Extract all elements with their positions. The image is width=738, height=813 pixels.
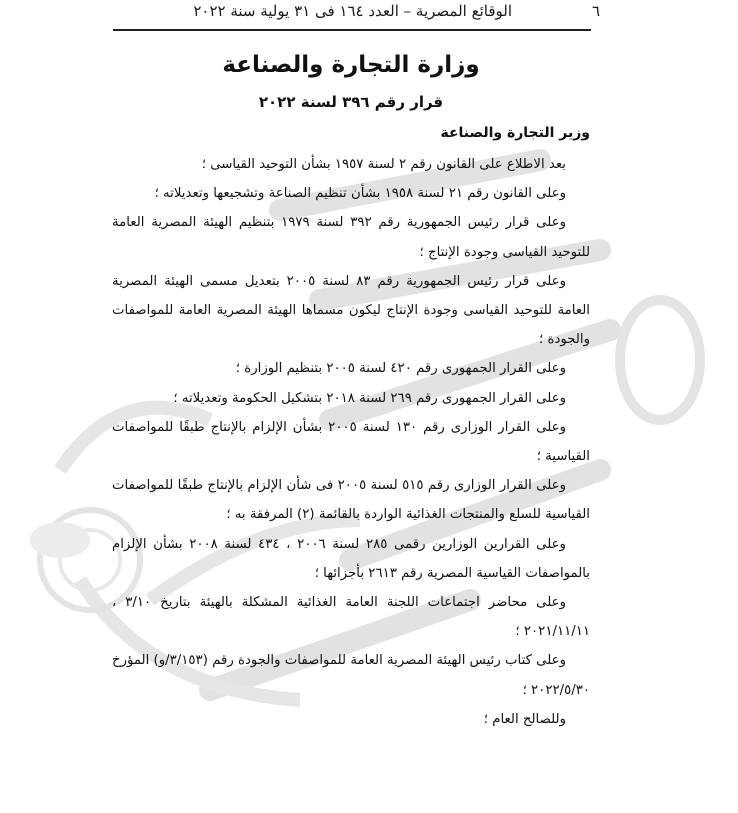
preamble-paragraph: وعلى القرار الوزارى رقم ٥١٥ لسنة ٢٠٠٥ فى شأن الإلزام بالإنتاج طبقًا للمواصفات القياسية للسلع والمنتجات الغذائية الواردة بالقائمة (٢) المرفقة به ؛ bbox=[112, 478, 590, 523]
gazette-issue-title: الوقائع المصرية – العدد ١٦٤ فى ٣١ يولية سنة ٢٠٢٢ bbox=[193, 2, 512, 20]
preamble-paragraph: وعلى القانون رقم ٢١ لسنة ١٩٥٨ بشأن تنظيم الصناعة وتشجيعها وتعديلاته ؛ bbox=[154, 186, 566, 202]
decree-title: قرار رقم ٣٩٦ لسنة ٢٠٢٢ bbox=[258, 93, 444, 111]
preamble-paragraph: وعلى قرار رئيس الجمهورية رقم ٨٣ لسنة ٢٠٠٥ بتعديل مسمى الهيئة المصرية العامة للتوحيد القياسى وجودة الإنتاج ليكون مسماها الهيئة المصرية العامة للمواصفات والجودة ؛ bbox=[112, 273, 590, 348]
preamble-paragraph: بعد الاطلاع على القانون رقم ٢ لسنة ١٩٥٧ بشأن التوحيد القياسى ؛ bbox=[201, 157, 566, 172]
preamble-paragraph: وعلى القرارين الوزارين رقمى ٢٨٥ لسنة ٢٠٠٦ ، ٤٣٤ لسنة ٢٠٠٨ بشأن الإلزام بالمواصفات القياسية المصرية رقم ٢٦١٣ بأجزائها ؛ bbox=[112, 536, 590, 581]
preamble-paragraph: وعلى كتاب رئيس الهيئة المصرية العامة للمواصفات والجودة رقم (٣/١٥٣/و) المؤرخ ٢٠٢٢/٥/٣٠ ؛ bbox=[112, 653, 590, 698]
running-header bbox=[112, 0, 600, 22]
preamble-paragraph: وعلى القرار الجمهورى رقم ٤٢٠ لسنة ٢٠٠٥ بتنظيم الوزارة ؛ bbox=[235, 361, 566, 377]
page-number: ٦ bbox=[591, 2, 600, 20]
ministry-title: وزارة التجارة والصناعة bbox=[222, 52, 480, 78]
preamble-paragraph: وعلى القرار الوزارى رقم ١٣٠ لسنة ٢٠٠٥ بشأن الإلزام بالإنتاج طبقًا للمواصفات القياسية ؛ bbox=[112, 419, 590, 465]
decree-preamble bbox=[112, 150, 590, 734]
preamble-paragraph: وللصالح العام ؛ bbox=[483, 711, 566, 727]
preamble-paragraph: وعلى القرار الجمهورى رقم ٢٦٩ لسنة ٢٠١٨ بتشكيل الحكومة وتعديلاته ؛ bbox=[173, 390, 566, 406]
preamble-paragraph: وعلى محاضر اجتماعات اللجنة العامة الغذائية المشكلة بالهيئة بتاريخ ٣/١٠ ، ٢٠٢١/١١/١١ ؛ bbox=[112, 595, 590, 640]
header-divider bbox=[113, 29, 591, 31]
minister-title: وزير التجارة والصناعة bbox=[440, 125, 590, 141]
preamble-paragraph: وعلى قرار رئيس الجمهورية رقم ٣٩٢ لسنة ١٩٧٩ بتنظيم الهيئة المصرية العامة للتوحيد القياسى وجودة الإنتاج ؛ bbox=[112, 215, 590, 260]
